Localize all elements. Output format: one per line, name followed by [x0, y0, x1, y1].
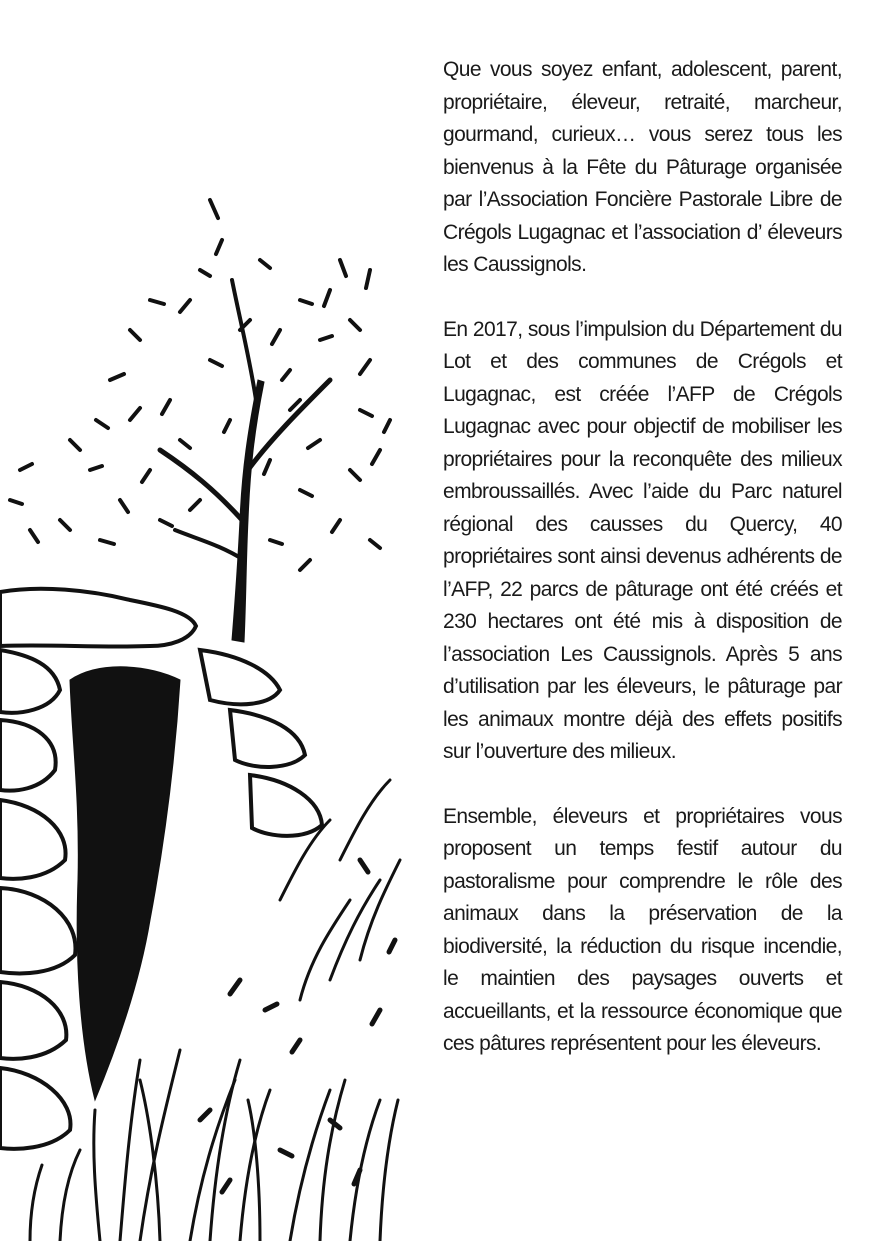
- ink-landscape-illustration: [0, 0, 420, 1241]
- intro-text-column: [443, 54, 842, 1093]
- paragraph-invitation: Que vous soyez enfant, adolescent, parent, propriétaire, éleveur, retraité, marcheur, gourmand, curieux… vous serez tous les bienvenus à la Fête du Pâturage organisée par l’Association Foncière Pastorale Libre de Crégols Lugagnac et l’association d’ éleveurs les Caussignols.: [443, 58, 842, 276]
- paragraph-purpose: Ensemble, éleveurs et propriétaires vous proposent un temps festif autour du pastoralisme pour comprendre le rôle des animaux dans la préservation de la biodiversité, la réduction du risque incendie, le maintien des paysages ouverts et accueillants, et la ressource économique que ces pâtures représentent pour les éleveurs.: [443, 804, 842, 1055]
- paragraph-history: En 2017, sous l’impulsion du Département du Lot et des communes de Crégols et Lugagnac, est créée l’AFP de Crégols Lugagnac avec pour objectif de mobiliser les propriétaires pour la reconquête des milieux embroussaillés. Avec l’aide du Parc naturel régional des causses du Quercy, 40 propriétaires sont ainsi devenus adhérents de l’AFP, 22 parcs de pâturage ont été créés et 230 hectares ont été mis à disposition de l’association Les Caussignols. Après 5 ans d’utilisation par les éleveurs, le pâturage par les animaux montre déjà des effets positifs sur l’ouverture des milieux.: [443, 317, 842, 763]
- wall-top-slab: [0, 589, 196, 647]
- wall-shadow: [70, 667, 180, 1100]
